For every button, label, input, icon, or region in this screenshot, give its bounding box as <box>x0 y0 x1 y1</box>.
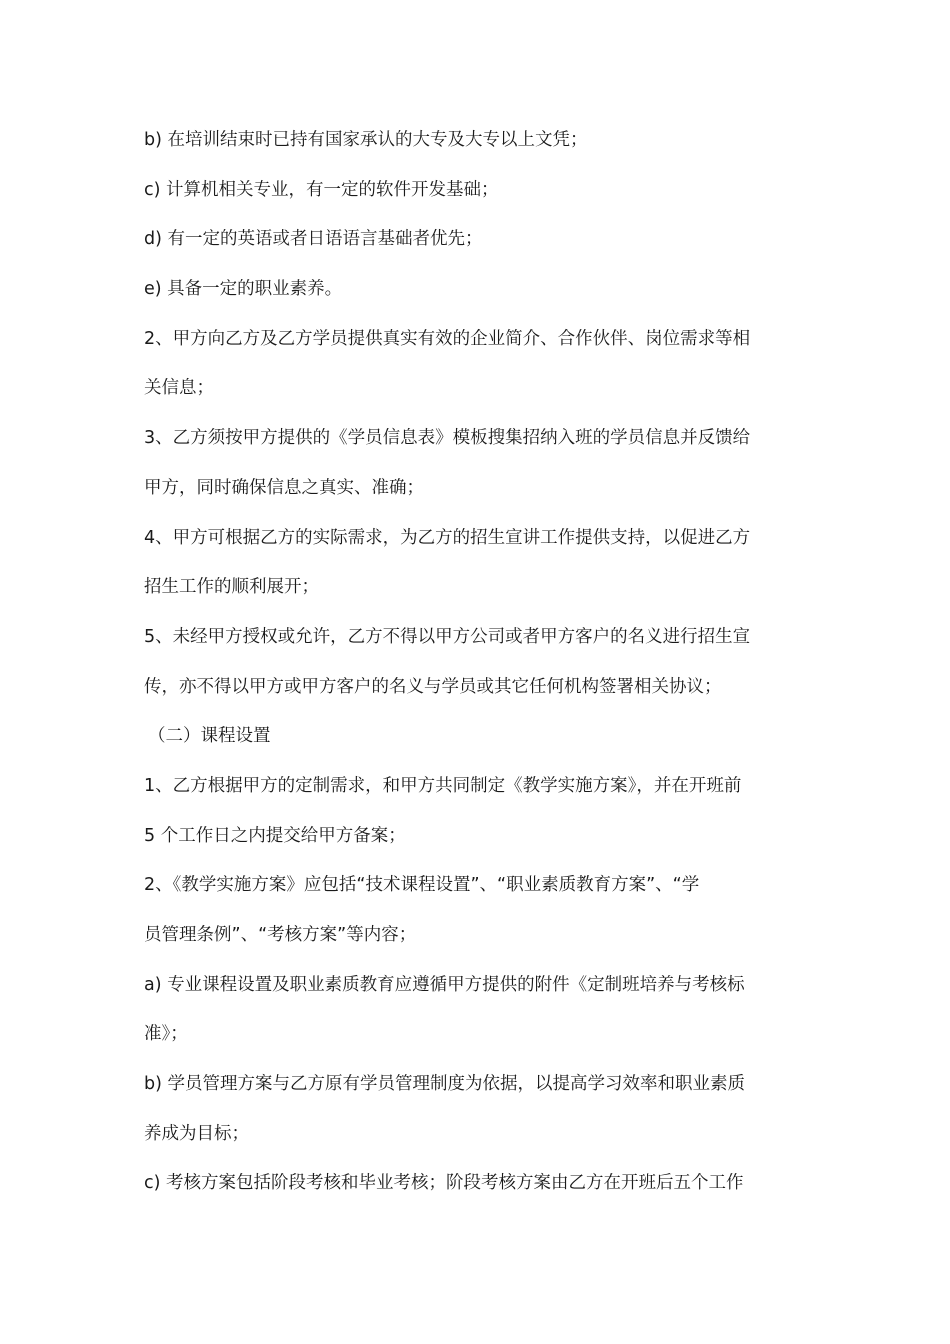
text-line: 5、未经甲方授权或允许，乙方不得以甲方公司或者甲方客户的名义进行招生宣 <box>144 626 751 647</box>
text-line: 4、甲方可根据乙方的实际需求，为乙方的招生宣讲工作提供支持，以促进乙方 <box>144 527 751 548</box>
text-line: 3、乙方须按甲方提供的《学员信息表》模板搜集招纳入班的学员信息并反馈给 <box>144 428 751 449</box>
text-line: b) 学员管理方案与乙方原有学员管理制度为依据，以提高学习效率和职业素质 <box>144 1074 745 1095</box>
text-line: 2、《教学实施方案》应包括“技术课程设置”、“职业素质教育方案”、“学 <box>144 875 700 896</box>
section-heading: （二）课程设置 <box>148 726 271 747</box>
text-line: 招生工作的顺利展开； <box>144 577 319 598</box>
text-line: 员管理条例”、“考核方案”等内容； <box>144 925 417 945</box>
text-line: c) 考核方案包括阶段考核和毕业考核；阶段考核方案由乙方在开班后五个工作 <box>144 1173 744 1194</box>
text-line: a) 专业课程设置及职业素质教育应遵循甲方提供的附件《定制班培养与考核标 <box>144 974 745 995</box>
text-line: 甲方，同时确保信息之真实、准确； <box>144 477 424 498</box>
text-line: 关信息； <box>144 378 214 399</box>
text-line: e) 具备一定的职业素养。 <box>144 279 343 300</box>
text-line: 传，亦不得以甲方或甲方客户的名义与学员或其它任何机构签署相关协议； <box>144 676 722 697</box>
text-line: 5 个工作日之内提交给甲方备案； <box>144 825 406 846</box>
text-line: 准》； <box>144 1024 188 1045</box>
text-line: 养成为目标； <box>144 1123 249 1144</box>
text-line: 2、甲方向乙方及乙方学员提供真实有效的企业简介、合作伙伴、岗位需求等相 <box>144 328 751 349</box>
text-line: 1、乙方根据甲方的定制需求，和甲方共同制定《教学实施方案》，并在开班前 <box>144 775 742 796</box>
text-line: c) 计算机相关专业，有一定的软件开发基础； <box>144 179 499 200</box>
text-line: b) 在培训结束时已持有国家承认的大专及大专以上文凭； <box>144 130 588 150</box>
text-line: d) 有一定的英语或者日语语言基础者优先； <box>144 229 483 250</box>
document-body <box>144 116 814 1209</box>
